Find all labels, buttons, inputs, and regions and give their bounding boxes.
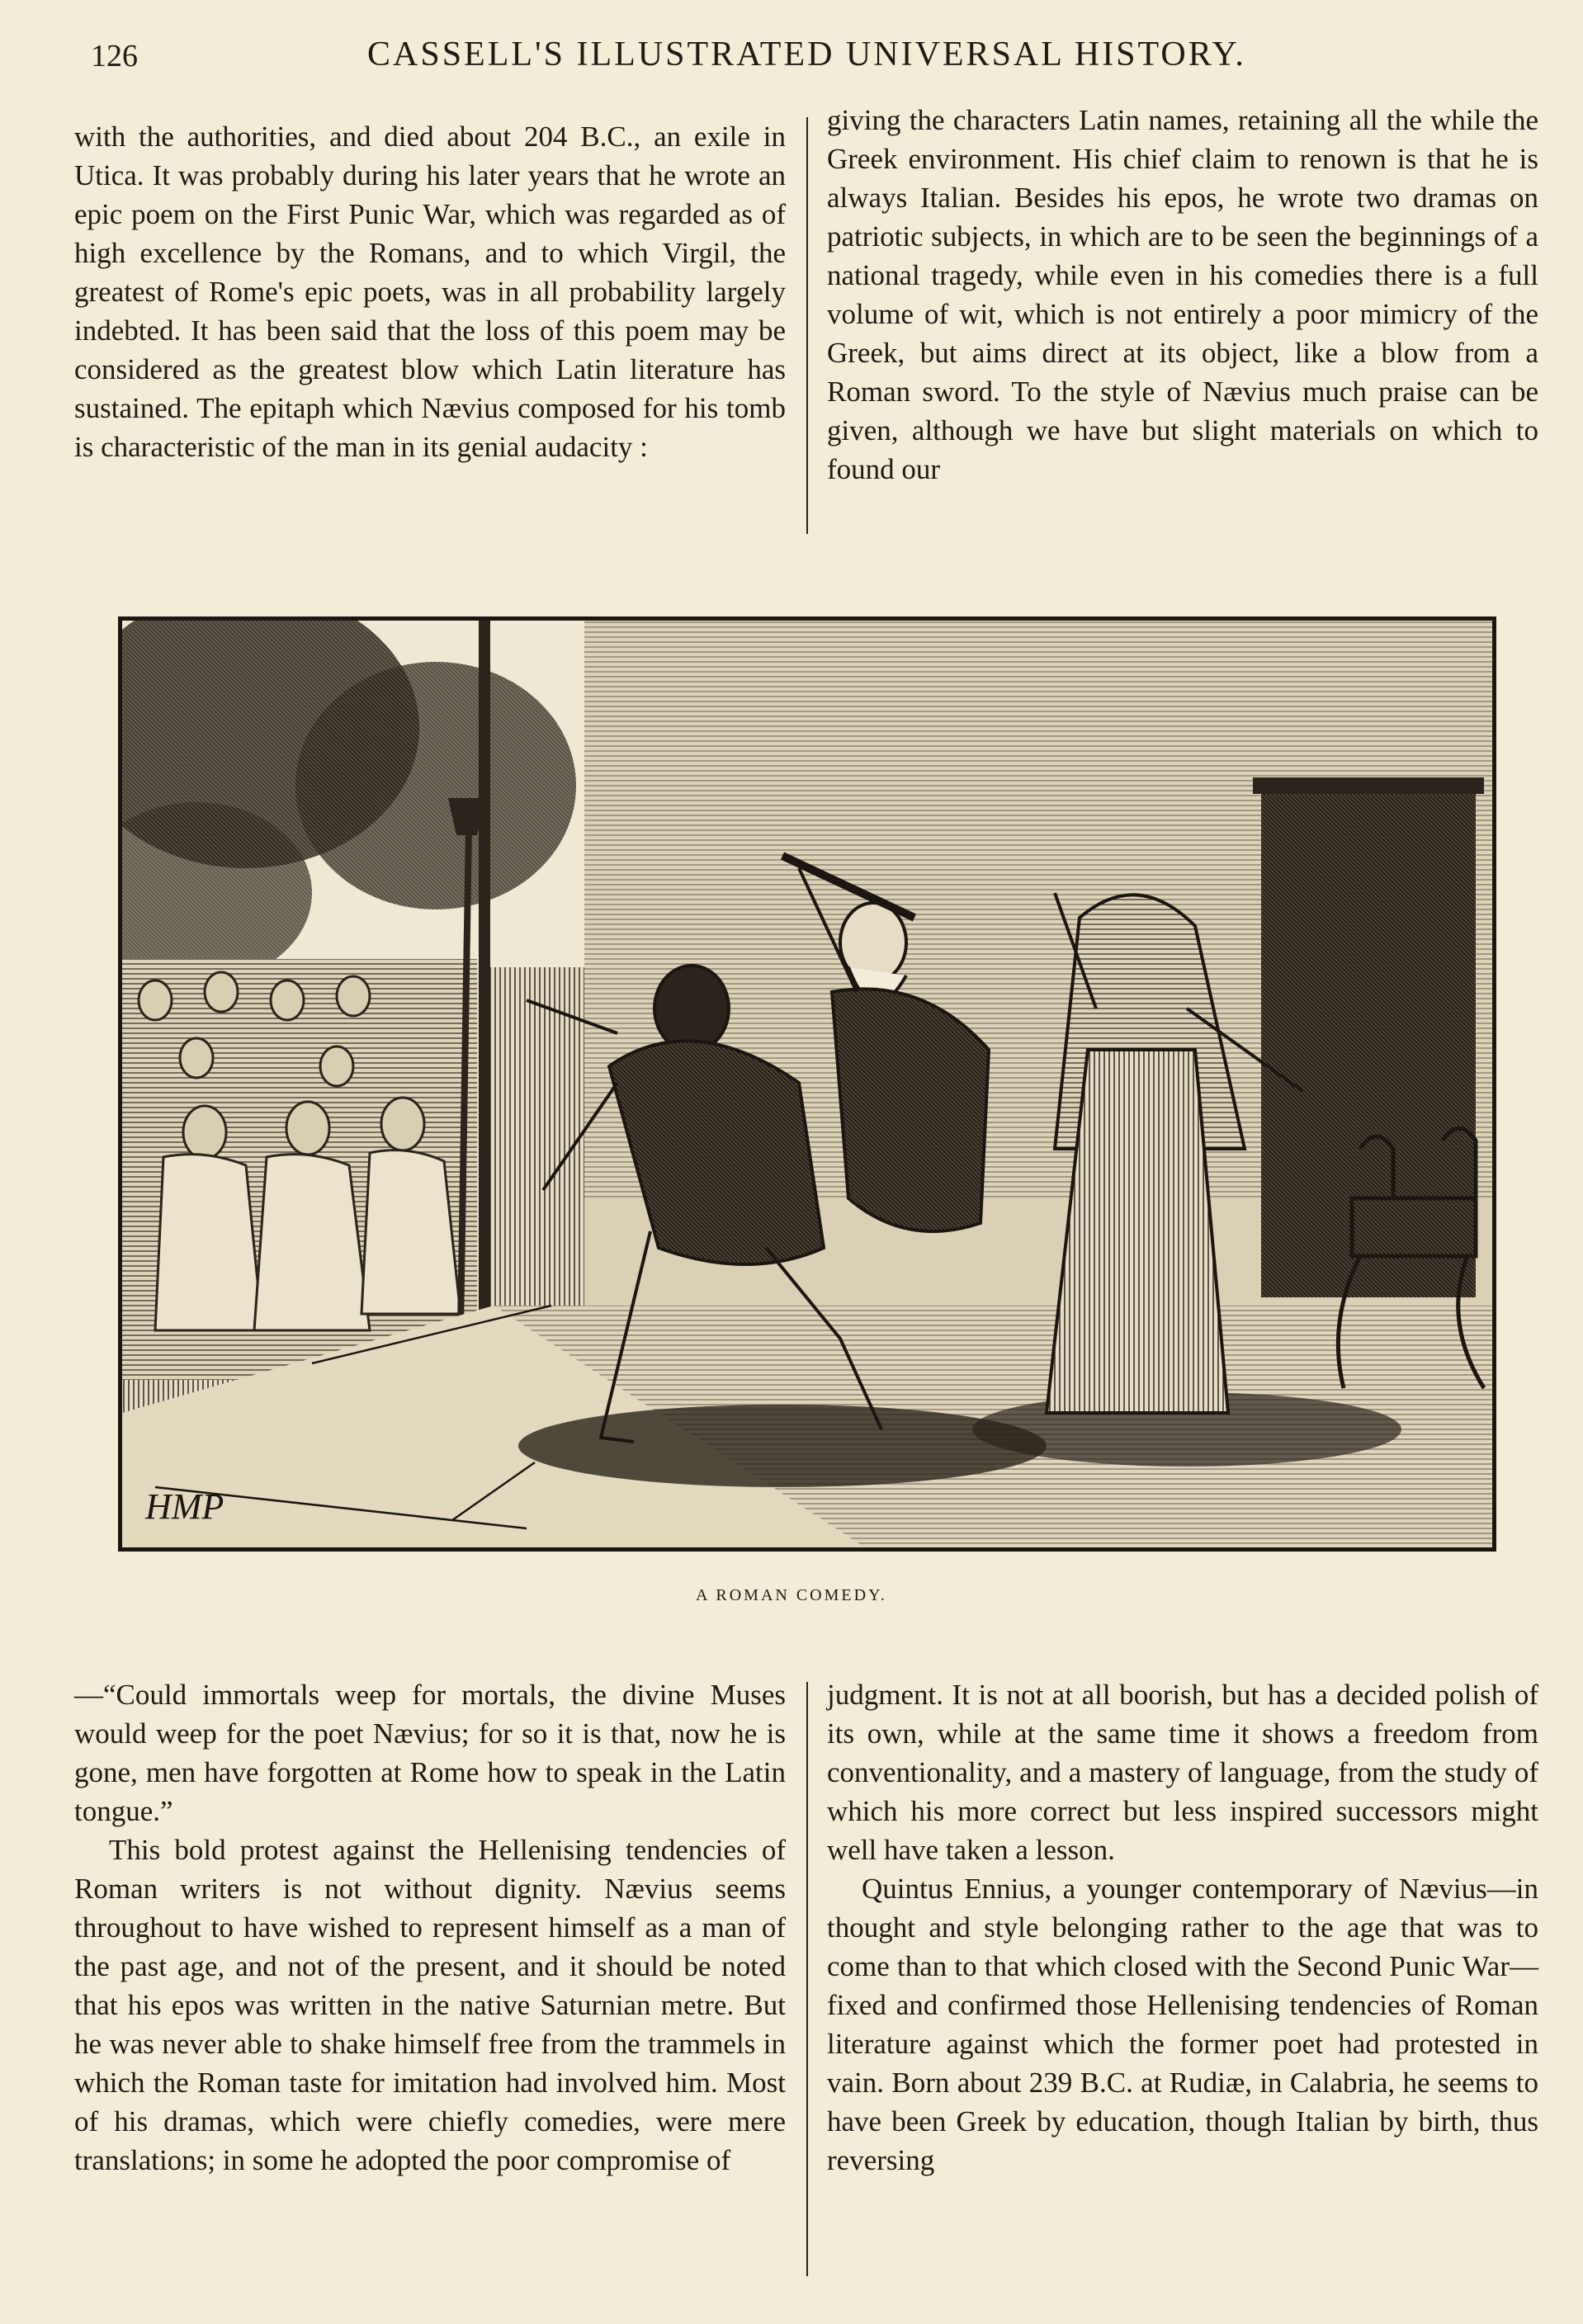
illustration-caption: A ROMAN COMEDY.: [696, 1586, 887, 1604]
paragraph: judgment. It is not at all boorish, but has a decided polish of its own, while at the same time it shows a freedom from conventionality, and a mastery of language, from the study of which his more correct but less inspired successors might well have taken a lesson.: [827, 1679, 1538, 1866]
illustration-roman-comedy: [118, 616, 1496, 1552]
column-top-left: [74, 117, 786, 466]
paragraph: Quintus Ennius, a younger contemporary of Nævius—in thought and style belonging rather to the age that was to come than to that which closed with the Second Punic War—fixed and confirmed those Hellenising tendencies of Roman literature against which the former poet had protested in vain. Born about 239 B.C. at Rudiæ, in Calabria, he seems to have been Greek by education, though Italian by birth, thus reversing: [827, 1873, 1538, 2176]
column-bottom-left: [74, 1675, 786, 2180]
column-divider: [806, 117, 808, 534]
paragraph: —“Could immortals weep for mortals, the divine Muses would weep for the poet Nævius; for so it is that, now he is gone, men have forgotten at Rome how to speak in the Latin tongue.”: [74, 1679, 786, 1827]
column-divider: [806, 1682, 808, 2276]
paragraph: This bold protest against the Hellenising tendencies of Roman writers is not without dignity. Nævius seems throughout to have wished to represent himself as a man of the past age, and not of the present, and it should be noted that his epos was written in the native Saturnian metre. But he was never able to shake himself free from the trammels in which the Roman taste for imitation had involved him. Most of his dramas, which were chiefly comedies, were mere translations; in some he adopted the poor compromise of: [74, 1834, 786, 2176]
page-header: [74, 31, 1552, 81]
page-number: 126: [91, 39, 138, 73]
paragraph: with the authorities, and died about 204 B.C., an exile in Utica. It was probably during his later years that he wrote an epic poem on the First Punic War, which was regarded as of high excellence by the Romans, and to which Virgil, the greatest of Rome's epic poets, was in all probability largely indebted. It has been said that the loss of this poem may be considered as the greatest blow which Latin literature has sustained. The epitaph which Nævius composed for his tomb is characteristic of the man in its genial audacity :: [74, 120, 786, 463]
running-title: CASSELL'S ILLUSTRATED UNIVERSAL HISTORY.: [367, 35, 1246, 73]
column-top-right: [827, 101, 1538, 489]
illustrator-signature: HMP: [145, 1486, 224, 1527]
paragraph: giving the characters Latin names, retaining all the while the Greek environment. His chief claim to renown is that he is always Italian. Besides his epos, he wrote two dramas on patriotic subjects, in which are to be seen the beginnings of a national tragedy, while even in his comedies there is a full volume of wit, which is not entirely a poor mimicry of the Greek, but aims direct at its object, like a blow from a Roman sword. To the style of Nævius much praise can be given, although we have but slight materials on which to found our: [827, 104, 1538, 485]
column-bottom-right: [827, 1675, 1538, 2180]
